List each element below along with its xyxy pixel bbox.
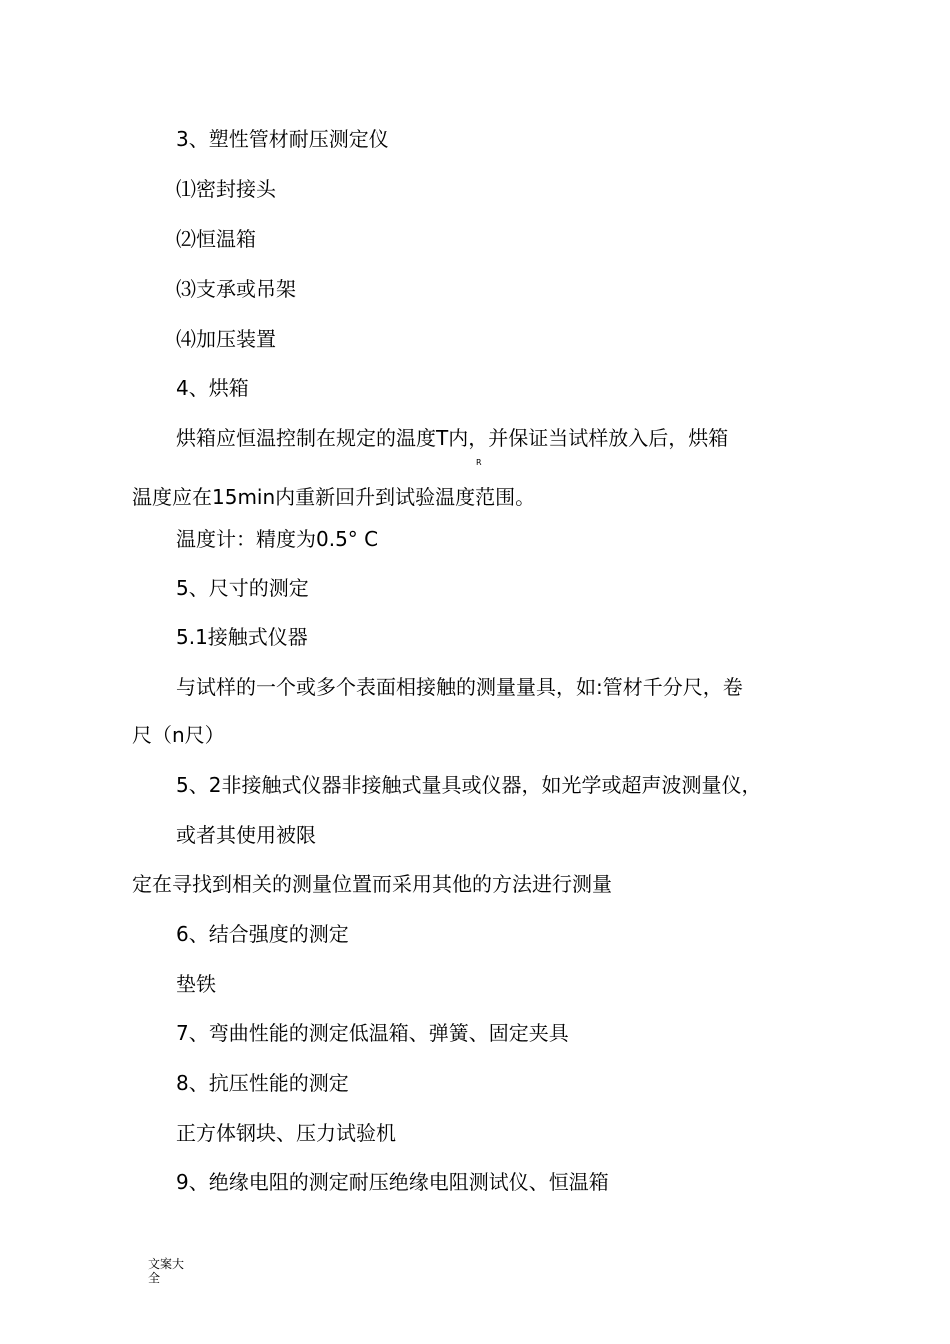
paragraph-oven-line1: 烘箱应恒温控制在规定的温度T内，并保证当试样放入后，烘箱 bbox=[176, 426, 729, 450]
heading-contact-instrument: 5.1接触式仪器 bbox=[176, 625, 308, 649]
heading-compression: 8、抗压性能的测定 bbox=[176, 1071, 349, 1095]
list-item-pressurizer: ⑷加压装置 bbox=[176, 327, 276, 351]
paragraph-oven-line2: 温度应在15min内重新回升到试验温度范围。 bbox=[132, 485, 536, 509]
paragraph-contact-line1: 与试样的一个或多个表面相接触的测量量具，如:管材千分尺，卷 bbox=[176, 675, 743, 699]
paragraph-noncontact-line3: 定在寻找到相关的测量位置而采用其他的方法进行测量 bbox=[132, 872, 612, 896]
heading-pressure-tester: 3、塑性管材耐压测定仪 bbox=[176, 127, 389, 151]
paragraph-contact-line2: 尺（n尺） bbox=[132, 723, 225, 747]
list-item-thermostat: ⑵恒温箱 bbox=[176, 227, 256, 251]
thermometer-precision: 温度计：精度为0.5° C bbox=[176, 527, 379, 551]
list-item-seal-joint: ⑴密封接头 bbox=[176, 177, 276, 201]
footer-text: 文案大全 bbox=[148, 1257, 185, 1285]
subscript-r: R bbox=[476, 458, 482, 467]
heading-insulation: 9、绝缘电阻的测定耐压绝缘电阻测试仪、恒温箱 bbox=[176, 1170, 609, 1194]
heading-bond-strength: 6、结合强度的测定 bbox=[176, 922, 349, 946]
heading-dimension: 5、尺寸的测定 bbox=[176, 576, 309, 600]
paragraph-noncontact-line2: 或者其使用被限 bbox=[176, 823, 316, 847]
list-item-support: ⑶支承或吊架 bbox=[176, 277, 296, 301]
heading-oven: 4、烘箱 bbox=[176, 376, 249, 400]
item-shim-iron: 垫铁 bbox=[176, 972, 216, 996]
item-compression-equipment: 正方体钢块、压力试验机 bbox=[176, 1121, 396, 1145]
heading-bending: 7、弯曲性能的测定低温箱、弹簧、固定夹具 bbox=[176, 1021, 569, 1045]
paragraph-noncontact-line1: 5、2非接触式仪器非接触式量具或仪器，如光学或超声波测量仪， bbox=[176, 773, 762, 797]
